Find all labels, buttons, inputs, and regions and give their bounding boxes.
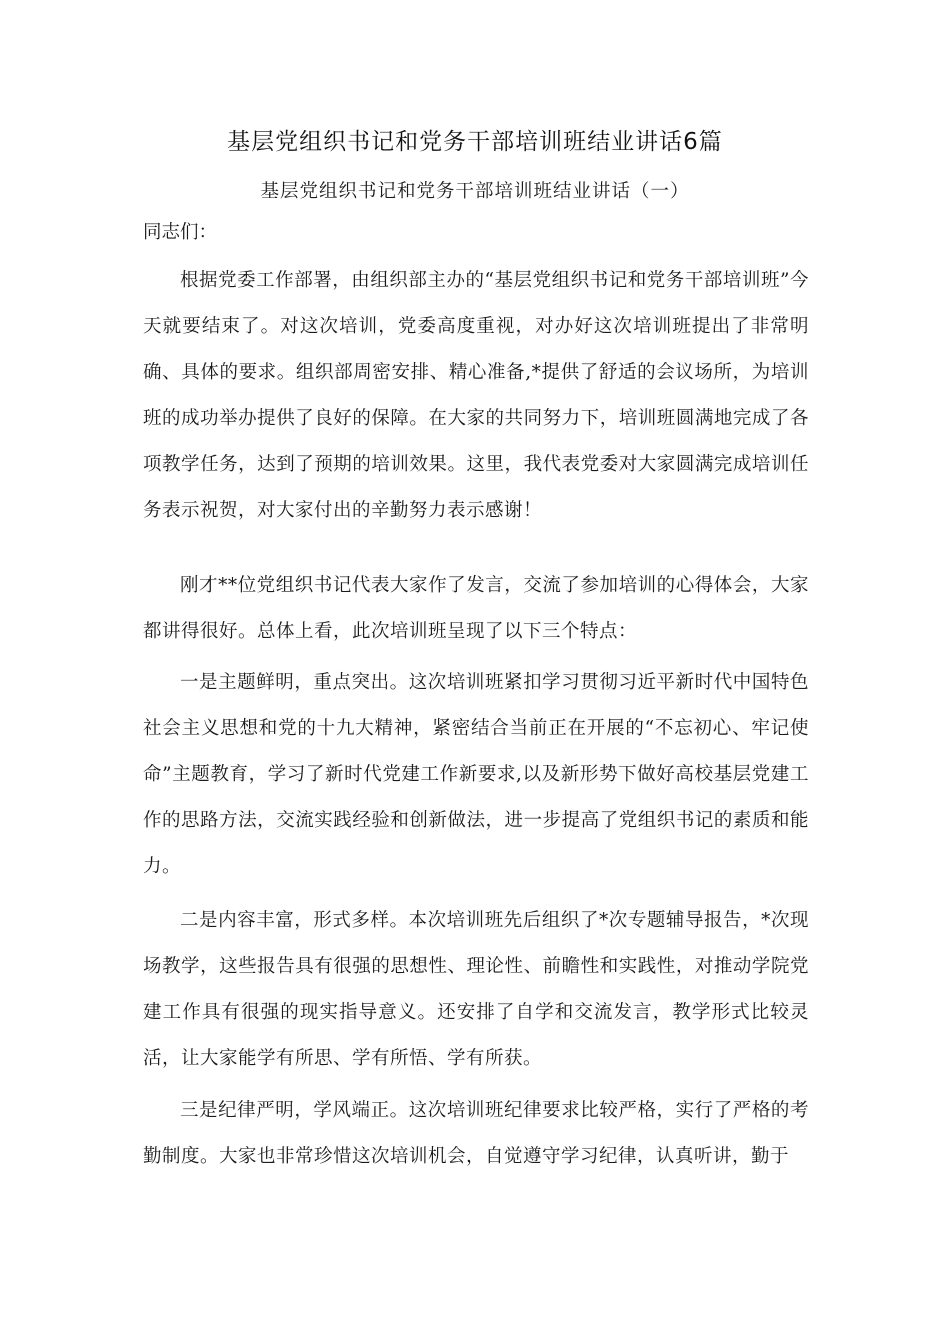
document-title: 基层党组织书记和党务干部培训班结业讲话6篇 <box>227 129 723 155</box>
paragraph: 二是内容丰富，形式多样。本次培训班先后组织了*次专题辅导报告，*次现场教学，这些报告具有很强的思想性、理论性、前瞻性和实践性，对推动学院党建工作具有很强的现实指导意义。还安排了自学和交流发言，教学形式比较灵活，让大家能学有所思、学有所悟、学有所获。 <box>143 910 809 1069</box>
paragraph: 三是纪律严明，学风端正。这次培训班纪律要求比较严格，实行了严格的考勤制度。大家也非常珍惜这次培训机会，自觉遵守学习纪律，认真听讲，勤于 <box>143 1100 809 1167</box>
document-subtitle: 基层党组织书记和党务干部培训班结业讲话（一） <box>260 181 690 202</box>
paragraph: 一是主题鲜明，重点突出。这次培训班紧扣学习贯彻习近平新时代中国特色社会主义思想和党的十九大精神，紧密结合当前正在开展的“不忘初心、牢记使命”主题教育，学习了新时代党建工作新要求,以及新形势下做好高校基层党建工作的思路方法，交流实践经验和创新做法，进一步提高了党组织书记的素质和能力。 <box>143 672 809 877</box>
salutation: 同志们： <box>143 222 218 243</box>
paragraph: 刚才**位党组织书记代表大家作了发言，交流了参加培训的心得体会，大家都讲得很好。总体上看，此次培训班呈现了以下三个特点： <box>143 575 809 642</box>
paragraph: 根据党委工作部署，由组织部主办的“基层党组织书记和党务干部培训班”今天就要结束了。对这次培训，党委高度重视，对办好这次培训班提出了非常明确、具体的要求。组织部周密安排、精心准备,*提供了舒适的会议场所，为培训班的成功举办提供了良好的保障。在大家的共同努力下，培训班圆满地完成了各项教学任务，达到了预期的培训效果。这里，我代表党委对大家圆满完成培训任务表示祝贺，对大家付出的辛勤努力表示感谢！ <box>143 270 809 521</box>
